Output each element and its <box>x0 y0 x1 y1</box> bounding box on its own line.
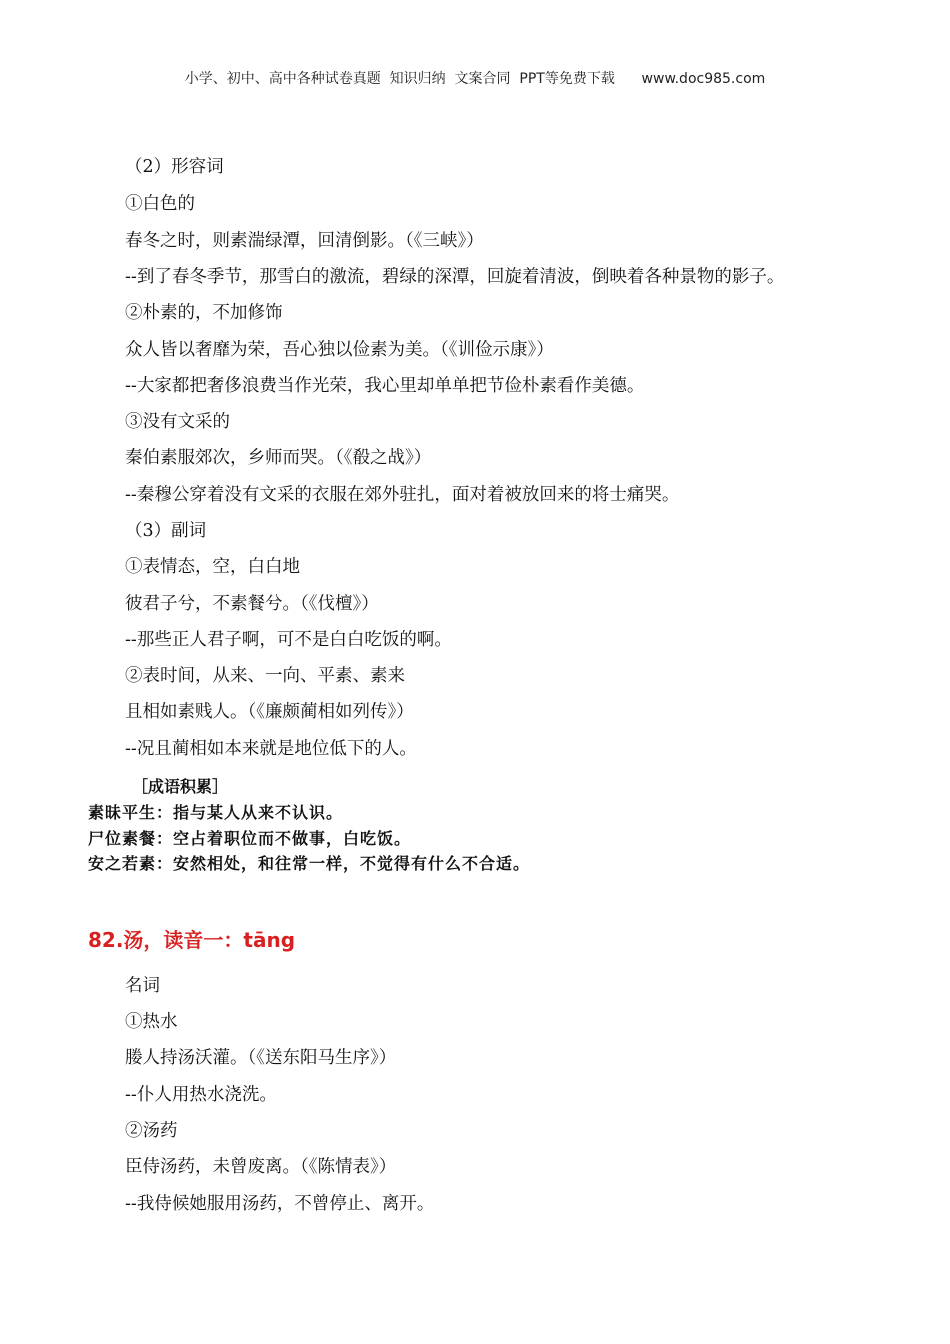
page-header: 小学、初中、高中各种试卷真题 知识归纳 文案合同 PPT等免费下载 www.doc985.com <box>184 71 766 87</box>
text-line: ①表情态，空，白白地 <box>125 557 300 577</box>
text-line: --秦穆公穿着没有文采的衣服在郊外驻扎，面对着被放回来的将士痛哭。 <box>125 485 680 505</box>
text-line: --大家都把奢侈浪费当作光荣，我心里却单单把节俭朴素看作美德。 <box>125 376 645 396</box>
text-line: （3）副词 <box>125 521 207 541</box>
idiom-item: 素昧平生：指与某人从来不认识。 <box>88 803 344 822</box>
text-line: ①热水 <box>125 1012 178 1032</box>
text-line: 且相如素贱人。（《廉颇蔺相如列传》） <box>125 702 414 722</box>
text-line: 名词 <box>125 976 160 996</box>
text-line: --到了春冬季节，那雪白的激流，碧绿的深潭，回旋着清波，倒映着各种景物的影子。 <box>125 267 785 287</box>
idiom-item: 尸位素餐：空占着职位而不做事，白吃饭。 <box>88 829 412 848</box>
text-line: --那些正人君子啊，可不是白白吃饭的啊。 <box>125 630 452 650</box>
text-line: 臣侍汤药，未曾废离。（《陈情表》） <box>125 1157 397 1177</box>
text-line: 春冬之时，则素湍绿潭，回清倒影。（《三峡》） <box>125 231 484 251</box>
idiom-item: 安之若素：安然相处，和往常一样，不觉得有什么不合适。 <box>88 854 531 873</box>
entry-heading: 82.汤，读音一：tāng <box>88 928 296 952</box>
idiom-title: ［成语积累］ <box>132 777 229 796</box>
text-line: （2）形容词 <box>125 157 224 177</box>
text-line: ①白色的 <box>125 194 195 214</box>
text-line: ②表时间，从来、一向、平素、素来 <box>125 666 405 686</box>
text-line: --况且蔺相如本来就是地位低下的人。 <box>125 739 417 759</box>
text-line: ③没有文采的 <box>125 412 230 432</box>
text-line: 彼君子兮，不素餐兮。（《伐檀》） <box>125 594 379 614</box>
text-line: ②汤药 <box>125 1121 178 1141</box>
text-line: 秦伯素服郊次，乡师而哭。（《殽之战》） <box>125 448 432 468</box>
text-line: 众人皆以奢靡为荣，吾心独以俭素为美。（《训俭示康》） <box>125 340 554 360</box>
text-line: 媵人持汤沃灌。（《送东阳马生序》） <box>125 1048 397 1068</box>
text-line: --仆人用热水浇洗。 <box>125 1085 277 1105</box>
text-line: ②朴素的，不加修饰 <box>125 303 283 323</box>
text-line: --我侍候她服用汤药，不曾停止、离开。 <box>125 1194 435 1214</box>
